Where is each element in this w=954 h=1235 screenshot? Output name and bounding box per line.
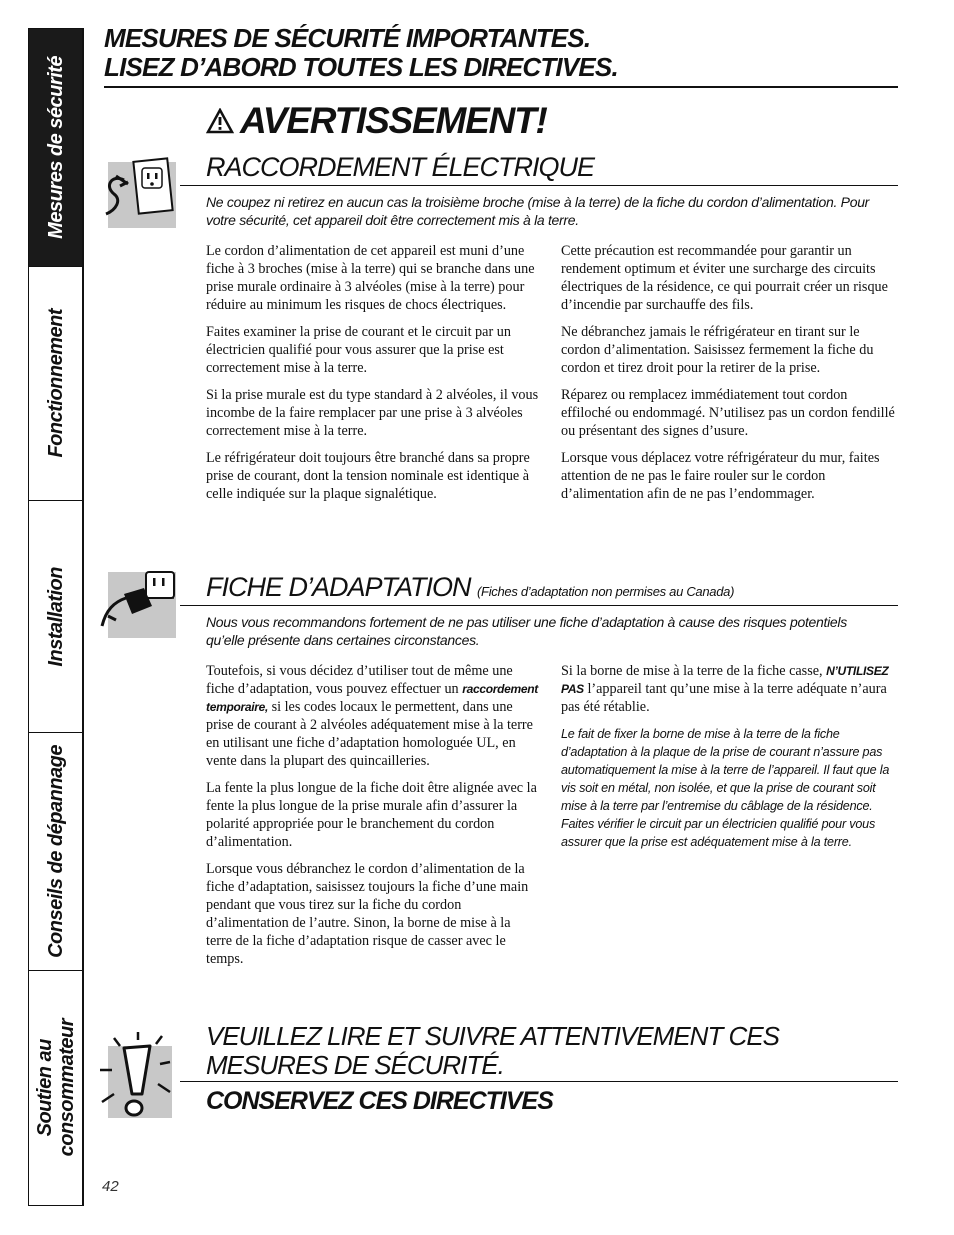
paragraph: Ne débranchez jamais le réfrigérateur en tirant sur le cordon d’alimentation. Saisissez fermement la fiche du cordon et tirez droit pour la retirer de la prise. <box>561 324 874 376</box>
page-header <box>104 24 898 82</box>
note-paragraph: Le fait de fixer la borne de mise à la terre de la fiche d’adaptation à la plaque de la prise de courant n’assure pas automatiquement la mise à la terre de l’appareil. Il faut que la vis soit en métal, non isolée, et que la prise de courant soit mise à la terre par l’entremise du câblage de la résidence. Faites vérifier le circuit par un électricien qualifié pour vous assurer que la prise est adéquatement mise à la terre. <box>561 727 890 849</box>
tab-label: Fonctionnement <box>44 309 67 458</box>
text: Si la borne de mise à la terre de la fiche casse, <box>561 663 827 679</box>
adapter-plug-icon <box>108 572 176 638</box>
tab-conseils-de-depannage[interactable] <box>29 733 82 971</box>
exclamation-drawing <box>90 1028 190 1124</box>
tab-fonctionnement[interactable] <box>29 267 82 501</box>
tab-label: Installation <box>44 566 67 667</box>
warning-triangle-icon <box>206 108 234 134</box>
closing-line1: VEUILLEZ LIRE ET SUIVRE ATTENTIVEMENT CES <box>206 1021 780 1051</box>
text: l’appareil tant qu’une mise à la terre adéquate n’aura pas été rétablie. <box>561 681 887 715</box>
closing-divider <box>180 1081 898 1082</box>
paragraph: Réparez ou remplacez immédiatement tout cordon effiloché ou endommagé. N’utilisez pas un cordon fendillé ou présentant des signes d’usure. <box>561 387 895 439</box>
paragraph: Lorsque vous débranchez le cordon d’alimentation de la fiche d’adaptation, saisissez toujours la fiche d’une main pendant que vous tirez sur la fiche du cordon d’alimentation de l’autre. Sinon, la borne de mise à la terre de la fiche d’adaptation risque de casser avec le temps. <box>206 861 529 967</box>
closing-message <box>206 1022 779 1080</box>
text: Toutefois, si vous décidez d’utiliser tout de même une fiche d’adaptation, vous pouvez effectuer un <box>206 663 513 697</box>
tab-mesures-de-securite[interactable] <box>29 29 82 267</box>
tab-label: Mesures de sécurité <box>44 56 67 239</box>
paragraph <box>206 662 540 770</box>
section-lead: Ne coupez ni retirez en aucun cas la troisième broche (mise à la terre) de la fiche du cordon d’alimentation. Pour votre sécurité, cet appareil doit être correctement mis à la terre. <box>206 194 870 228</box>
plug-outlet-icon <box>108 162 176 228</box>
warning-text: AVERTISSEMENT! <box>240 100 547 141</box>
tab-label-line1: Soutien au <box>33 1039 56 1137</box>
tab-label: Conseils de dépannage <box>44 745 67 958</box>
paragraph: Le réfrigérateur doit toujours être branché dans sa propre prise de courant, dont la tension nominale est identique à celle indiquée sur la plaque signalétique. <box>206 450 530 502</box>
plug-outlet-drawing <box>98 156 176 228</box>
section2-left-column <box>206 662 540 977</box>
paragraph: Cette précaution est recommandée pour garantir un rendement optimum et éviter une surcharge des circuits électriques de la résidence, ce qui pourrait créer un risque d’incendie par surchauffe des fils. <box>561 243 888 313</box>
closing-bold-text: CONSERVEZ CES DIRECTIVES <box>206 1087 553 1115</box>
header-line1: MESURES DE SÉCURITÉ IMPORTANTES. <box>104 23 591 53</box>
page-number: 42 <box>102 1178 119 1195</box>
section-title-raccordement: RACCORDEMENT ÉLECTRIQUE <box>206 152 595 182</box>
exclamation-alert-icon <box>108 1046 172 1118</box>
section-title-fiche <box>206 572 734 603</box>
header-line2: LISEZ D’ABORD TOUTES LES DIRECTIVES. <box>104 52 618 82</box>
paragraph: Faites examiner la prise de courant et le circuit par un électricien qualifié pour vous assurer que la prise est correctement mise à la terre. <box>206 324 511 376</box>
section-subtitle: (Fiches d’adaptation non permises au Canada) <box>477 584 735 599</box>
paragraph: Le cordon d’alimentation de cet appareil est muni d’une fiche à 3 broches (mise à la terre) qui se branche dans une prise murale ordinaire à 3 alvéoles (mise à la terre) pour réduire au minimum les risques de chocs électriques. <box>206 243 535 313</box>
section1-right-column <box>561 242 899 512</box>
section-title-text: FICHE D’ADAPTATION <box>206 572 471 602</box>
section1-left-column <box>206 242 540 512</box>
paragraph <box>561 662 895 716</box>
closing-line2: MESURES DE SÉCURITÉ. <box>206 1050 504 1080</box>
warning-heading <box>206 100 547 142</box>
paragraph: Lorsque vous déplacez votre réfrigérateur du mur, faites attention de ne pas le faire rouler sur le cordon d’alimentation afin de ne pas l’endommager. <box>561 450 880 502</box>
section2-right-column <box>561 662 895 860</box>
tab-label <box>34 1019 78 1156</box>
header-divider <box>104 86 898 88</box>
adapter-plug-drawing <box>94 568 184 640</box>
tab-installation[interactable] <box>29 501 82 733</box>
section-divider <box>180 185 898 186</box>
tab-soutien-au-consommateur[interactable] <box>29 971 82 1205</box>
emphasis-text: N’UTILISEZ PAS <box>561 664 889 696</box>
emphasis-text: raccordement temporaire, <box>206 682 538 714</box>
paragraph: Si la prise murale est du type standard à 2 alvéoles, il vous incombe de la faire remplacer par une prise à 3 alvéoles correctement mise à la terre. <box>206 387 539 439</box>
section-lead: Nous vous recommandons fortement de ne pas utiliser une fiche d’adaptation à cause des risques potentiels qu’elle présente dans certaines circonstances. <box>206 614 847 648</box>
section-tabs <box>28 28 84 1206</box>
tab-label-line2: consommateur <box>55 1019 78 1157</box>
text: si les codes locaux le permettent, dans une prise de courant à 2 alvéoles adéquatement mise à la terre en utilisant une fiche d’adaptation homologuée UL, en vente dans la plupart des quincailleries. <box>206 699 533 769</box>
section-divider <box>180 605 898 606</box>
paragraph: La fente la plus longue de la fiche doit être alignée avec la fente la plus longue de la prise murale afin d’assurer la polarité appropriée pour le branchement du cordon d’alimentation. <box>206 780 537 850</box>
